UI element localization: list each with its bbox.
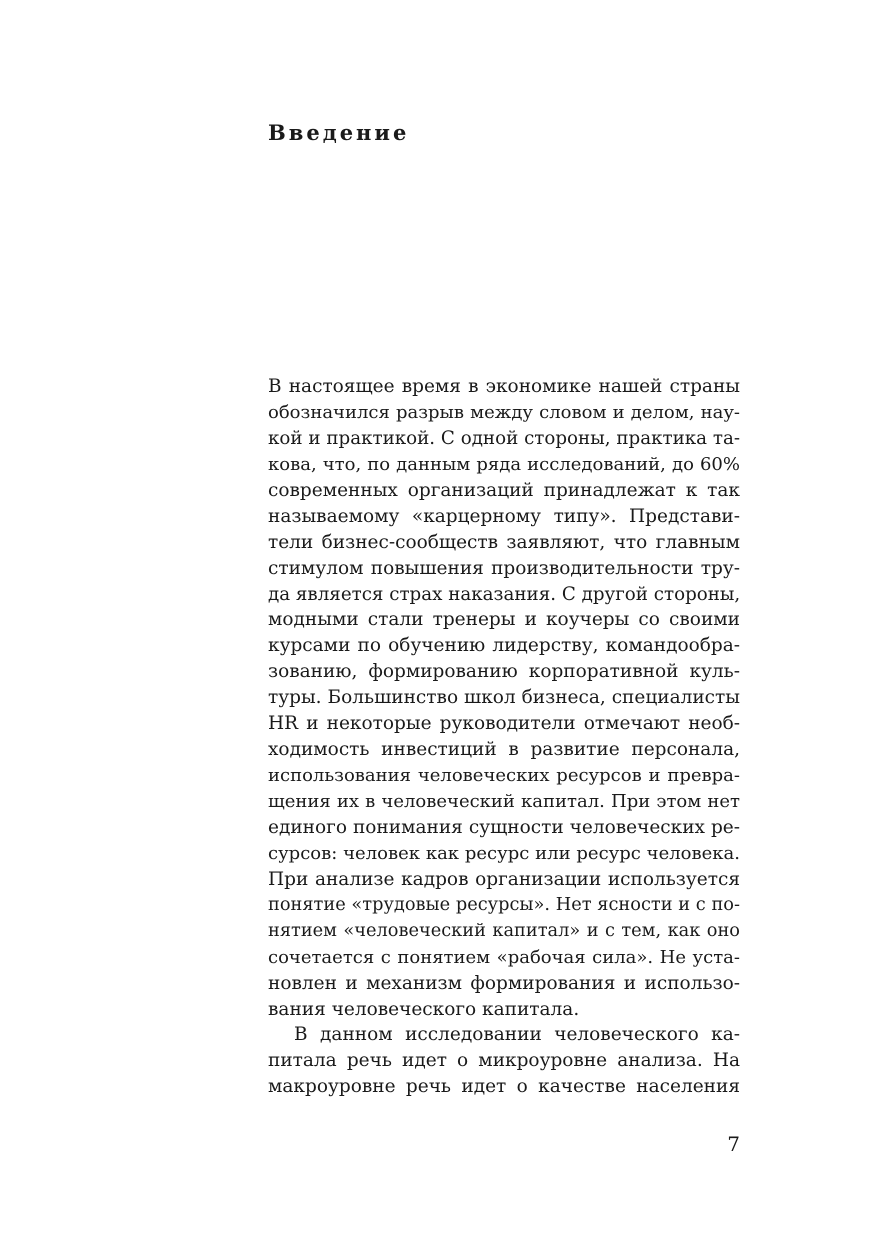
- body-text: [268, 374, 740, 1100]
- text-line: кой и практикой. С одной стороны, практика та-: [268, 427, 740, 449]
- text-line: современных организаций принадлежат к так: [268, 479, 740, 501]
- text-line: понятие «трудовые ресурсы». Нет ясности и с по-: [268, 894, 740, 915]
- text-line: сочетается с понятием «рабочая сила». Не уста-: [268, 946, 740, 968]
- text-line: курсами по обучению лидерству, командообра-: [268, 635, 740, 657]
- text-line: щения их в человеческий капитал. При этом нет: [268, 791, 740, 812]
- text-line: питала речь идет о микроуровне анализа. На: [268, 1050, 740, 1072]
- text-line: единого понимания сущности человеческих ре-: [268, 816, 740, 838]
- text-line: да является страх наказания. С другой стороны,: [268, 583, 741, 605]
- text-line: стимулом повышения производительности тру-: [268, 557, 740, 579]
- paragraph-last-line: вания человеческого капитала.: [268, 998, 580, 1020]
- page-number: 7: [727, 1132, 740, 1156]
- text-line: ходимость инвестиций в развитие персонала,: [268, 739, 740, 761]
- paragraph-first-line: В данном исследовании человеческого ка-: [294, 1024, 740, 1046]
- text-line: макроуровне речь идет о качестве населения: [268, 1076, 740, 1098]
- text-line: называемому «карцерному типу». Представи-: [268, 505, 740, 527]
- text-line: новлен и механизм формирования и использо-: [268, 972, 740, 994]
- text-line: нятием «человеческий капитал» и с тем, как оно: [268, 920, 740, 941]
- text-line: использования человеческих ресурсов и превра-: [268, 765, 740, 787]
- text-line: обозначился разрыв между словом и делом, нау-: [268, 401, 740, 423]
- text-line: тели бизнес-сообществ заявляют, что главным: [268, 531, 740, 553]
- chapter-heading: Введение: [268, 120, 410, 145]
- text-line: кова, что, по данным ряда исследований, до 60%: [268, 453, 740, 475]
- text-line: HR и некоторые руководители отмечают необ-: [268, 713, 740, 735]
- text-line: При анализе кадров организации используется: [268, 868, 740, 890]
- text-line: сурсов: человек как ресурс или ресурс человека.: [268, 842, 740, 864]
- text-line: зованию, формированию корпоративной куль-: [268, 661, 740, 683]
- text-line: туры. Большинство школ бизнеса, специалисты: [268, 687, 740, 709]
- text-line: модными стали тренеры и коучеры со своими: [268, 609, 740, 631]
- text-line: В настоящее время в экономике нашей страны: [268, 376, 740, 397]
